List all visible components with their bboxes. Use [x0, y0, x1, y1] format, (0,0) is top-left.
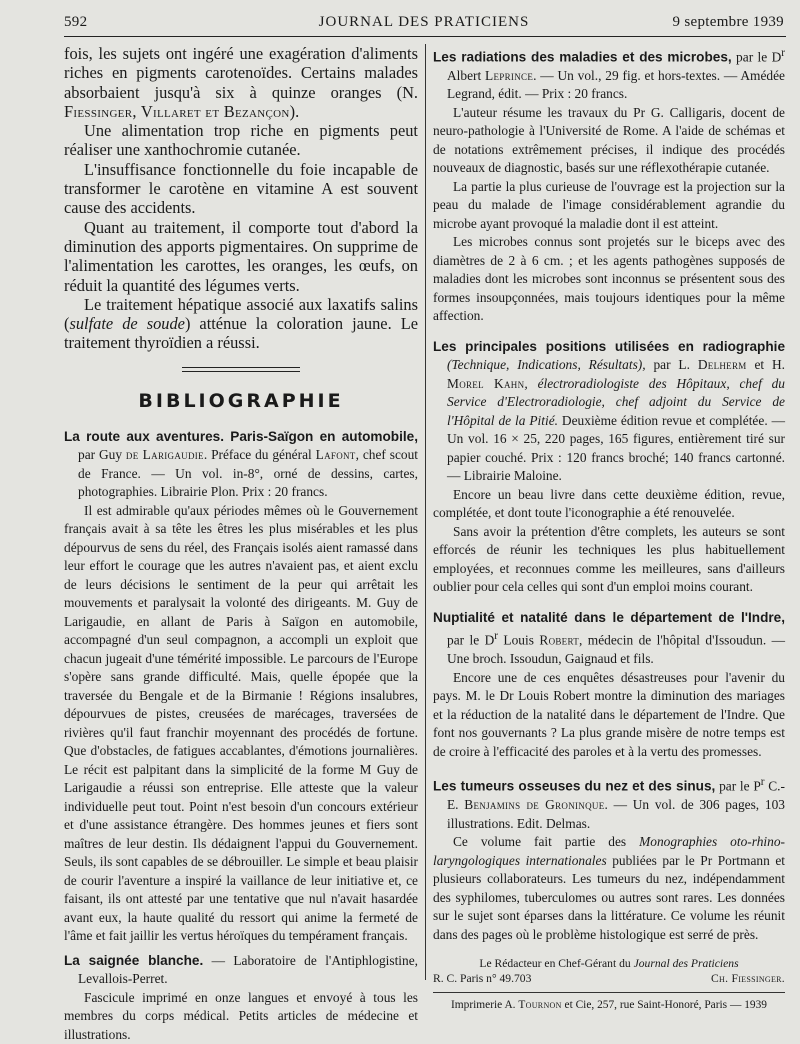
paragraph: fois, les sujets ont ingéré une exagération d'aliments riches en pigments carotenoïdes. Certains malades absorbaient jusqu'à six à quinze oranges (N. Fiessinger, Villaret et Bezançon). [64, 44, 418, 121]
issue-date: 9 septembre 1939 [672, 14, 784, 30]
column-divider [425, 44, 426, 980]
bibliography-heading [64, 367, 418, 412]
review-text: Encore un beau livre dans cette deuxième édition, revue, complétée, et dont toute l'iconographie a été renouvelée. [433, 486, 785, 521]
journal-title: JOURNAL DES PRATICIENS [318, 14, 530, 30]
review-text: L'auteur résume les travaux du Pr G. Calligaris, docent de neuro-pathologie à l'Université de Rome. A l'aide de schémas et de notations extrêmement précises, il indique des procédés nouveaux de diagnostic, basés sur une réflexothérapie cutanée. [433, 104, 785, 176]
paragraph: Une alimentation trop riche en pigments peut réaliser une xanthochromie cutanée. [64, 121, 418, 160]
double-rule [182, 367, 300, 372]
header-rule [64, 36, 786, 37]
bib-entry-title: Les radiations des maladies et des microbes, par le $D^r$ Albert Leprince. — Un vol., 29 fig. et hors-textes. — Amédée Legrand, édit. — Prix : 20 francs. [433, 47, 785, 102]
left-column [64, 44, 418, 1044]
section-title: BIBLIOGRAPHIE [138, 389, 344, 412]
paragraph: L'insuffisance fonctionnelle du foie incapable de transformer le carotène en vitamine A est souvent cause des accidents. [64, 159, 418, 218]
bib-entry-title: Nuptialité et natalité dans le département de l'Indre, par le $D^r$ Louis Robert, médecin de l'hôpital d'Issoudun. — Une broch. Issoudun, Gaignaud et fils. [433, 609, 786, 667]
review-text: Il est admirable qu'aux périodes mêmes où le Gouvernement français avait à sa tête les êtres les plus misérables et les plus dépourvus de sens du réel, des Français isolés aient ramassé dans leur effort le courage que les autres n'avaient pas, et aient exclu de leurs décisions le sentiment de la peur qui arrêtait les mouvements et paralysait la volonté des dirigeants. M. Guy de Larigaudie, en allant de Paris à Saïgon en automobile, accompagné d'un seul compagnon, a accompli un exploit que chacun jugeait d'une témérité impossible. Le parcours de l'Europe s'opère sans grande difficulté. Mais, quelle épopée que la traversée du Bengale et de la Birmanie ! Régions insalubres, dépourvues de pistes, creusées de marécages, traversées de rivières qu'il faut franchir moyennant des procédés de fortune. Que d'obstacles, de fatigues accablantes, d'émotions journalières. Le récit est palpitant dans la simplicité de la forme M Guy de Larigaudie a réussi son entreprise. Elle atteste que la valeur individuelle peut tout. Point n'est besoin d'un concours extérieur et d'une assistance étrangère. Des hommes jeunes et fiers sont maîtres de leur destin. Ils dédaignent l'appui du Gouvernement. Seuls, ils sont capables de se débrouiller. Le simple et beau plaisir de courir l'aventure a inspiré la vaillance de leur initiative et, ce faisant, ils ont attesté par une tentative que nul n'avait hasardée avant eux, la haute qualité du ressort qui anime la fermeté de l'âme et fait jaillir les vertus héroïques du tempérament français. [64, 502, 418, 944]
editor-name: Ch. Fiessinger. [710, 972, 785, 986]
signature-row [433, 971, 785, 986]
printer-imprint: Imprimerie A. Tournon et Cie, 257, rue Saint-Honoré, Paris — 1939 [451, 999, 767, 1012]
paragraph: Quant au traitement, il comporte tout d'abord la diminution des apports pigmentaires. On supprime de l'alimentation les carottes, les oranges, les œufs, on réduit la quantité des légumes verts. [64, 217, 418, 295]
review-text: Ce volume fait partie des Monographies oto-rhino-laryngologiques internationales publiées par le Pr Portmann et plusieurs collaborateurs. Les tumeurs du nez, indépendamment des syphilomes, tuberculomes ou autres sont rares. Les données sur le sujet sont éparses dans la littérature. Ce volume les réunit dans des pages où le problème histologique est serré de près. [433, 834, 785, 942]
page-number: 592 [64, 14, 88, 30]
page-header [64, 14, 784, 36]
bib-entry-title: La saignée blanche. — Laboratoire de l'Antiphlogistine, Levallois-Perret. [64, 952, 418, 987]
review-text: La partie la plus curieuse de l'ouvrage est la projection sur la peau du malade de l'image considérablement agrandie du microbe ayant provoqué la maladie dont il est atteint. [433, 178, 785, 231]
review-text: Encore une de ces enquêtes désastreuses pour l'avenir du pays. M. le Dr Louis Robert montre la diminution des mariages et la réduction de la natalité dans le département de l'Indre. Que font nos gouvernants ? La plus grande misère de notre temps est de croire à l'efficacité des paroles et à la vertu des promesses. [433, 669, 785, 759]
bib-entry-title: Les principales positions utilisées en radiographie (Technique, Indications, Résultats), par L. Delherm et H. Morel Kahn, électroradiologiste des Hôpitaux, chef du Service d'Electroradiologie, chef adjoint du Service de l'Hôpital de la Pitié. Deuxième édition revue et complétée. — Un vol. 16 × 25, 220 pages, 165 figures, entièrement tiré sur papier couché. Prix : 120 francs broché; 140 francs cartonné. — Librairie Maloine. [433, 338, 786, 484]
bib-entry-title: La route aux aventures. Paris-Saïgon en automobile, par Guy de Larigaudie. Préface du général Lafont, chef scout de France. — Un vol. in-8°, orné de dessins, cartes, photographies. Librairie Plon. Prix : 20 francs. [64, 428, 419, 500]
author-names: Fiessinger, Villaret et Bezançon [64, 101, 290, 121]
paragraph: Le traitement hépatique associé aux laxatifs salins (sulfate de soude) atténue la coloration jaune. Le traitement thyroïdien a réussi. [64, 294, 418, 353]
review-text: Fascicule imprimé en onze langues et envoyé à tous les membres du corps médical. Petits articles de médecine et illustrations. [64, 989, 418, 1042]
review-text: Les microbes connus sont projetés sur le biceps avec des diamètres de 2 à 6 cm. ; et les agents pathogènes supposés de maladies dont les microbes sont inconnus se présentent sous des formes insoupçonnées, mais toujours identiques pour la même affection. [433, 234, 785, 324]
trade-register: R. C. Paris n° 49.703 [433, 972, 532, 986]
footer-rule [433, 992, 785, 993]
bib-entry-title: Les tumeurs osseuses du nez et des sinus, par le $P^r$ C.-E. Benjamins de Groninque. — Un vol. de 306 pages, 103 illustrations. Edit. Delmas. [433, 776, 785, 831]
review-text: Sans avoir la prétention d'être complets, les auteurs se sont efforcés de réunir les techniques les plus habituellement employées, et reconnues comme les meilleures, sans d'ailleurs oublier pour cela celles qui sont d'un emploi moins courant. [433, 523, 785, 595]
editor-credit: Le Rédacteur en Chef-Gérant du Journal des Praticiens [479, 957, 739, 971]
right-column [433, 44, 785, 1013]
